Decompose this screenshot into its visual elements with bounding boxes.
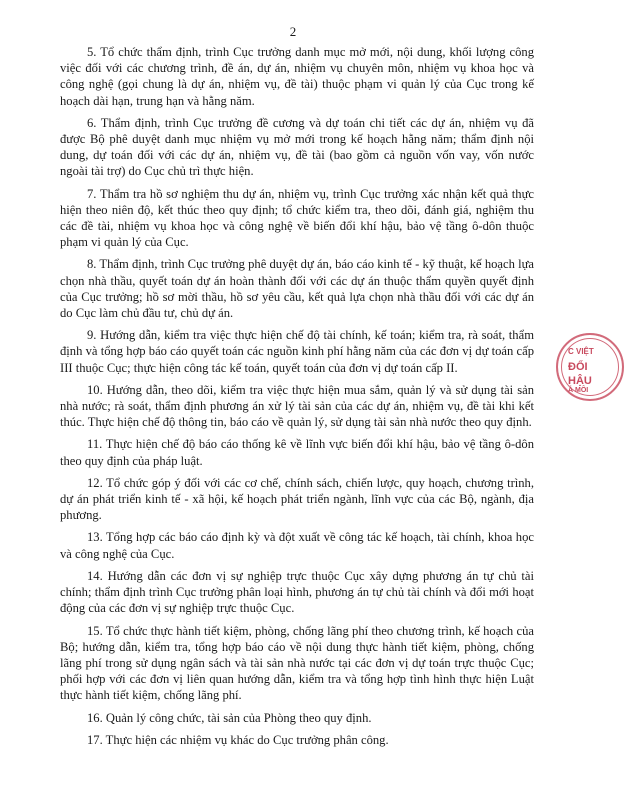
paragraph-14: 14. Hướng dẫn các đơn vị sự nghiệp trực thuộc Cục xây dựng phương án tự chủ tài chính; thẩm định trình Cục trưởng phân loại hình, phương án tự chủ tài chính và đổi mới hoạt động của các đơn vị sự nghiệp trực thuộc Cục. — [60, 568, 534, 616]
paragraph-11: 11. Thực hiện chế độ báo cáo thống kê về lĩnh vực biến đổi khí hậu, bảo vệ tầng ô-dôn theo quy định của pháp luật. — [60, 437, 534, 468]
seal-text-3: HẬU — [568, 375, 592, 387]
page-number: 2 — [289, 24, 297, 39]
paragraph-6: 6. Thẩm định, trình Cục trưởng đề cương và dự toán chi tiết các dự án, nhiệm vụ đã được Bộ phê duyệt danh mục nhiệm vụ mở mới trong kế hoạch hằng năm; thẩm định nội dung, dự toán đối với các dự án, nhiệm vụ, đề tài (bao gồm cả nguồn vốn vay, vốn nước ngoài tài trợ) do Cục chủ trì thực hiện. — [60, 115, 534, 179]
seal-text-4: Ả MÔI — [568, 387, 589, 394]
paragraph-7: 7. Thẩm tra hồ sơ nghiệm thu dự án, nhiệm vụ, trình Cục trưởng xác nhận kết quả thực hiện theo niên độ, kết thúc theo quy định; tổ chức kiểm tra, theo dõi, đánh giá, nghiệm thu các đề tài, nhiệm vụ khoa học và công nghệ về biến đổi khí hậu, bảo vệ tầng ô-dôn thuộc phạm vi quản lý của Cục. — [60, 186, 534, 250]
paragraph-15: 15. Tổ chức thực hành tiết kiệm, phòng, chống lãng phí theo chương trình, kế hoạch của Bộ; hướng dẫn, kiểm tra, tổng hợp báo cáo về nội dung thực hành tiết kiệm, phòng, chống lãng phí trong sử dụng ngân sách và tài sản nhà nước tại các đơn vị dự toán trực thuộc Cục; phối hợp với các đơn vị liên quan hướng dẫn, kiểm tra và tổng hợp tình hình thực hiện Luật thực hành tiết kiệm, chống lãng phí. — [60, 623, 534, 703]
paragraph-9: 9. Hướng dẫn, kiểm tra việc thực hiện chế độ tài chính, kế toán; kiểm tra, rà soát, thẩm định và tổng hợp báo cáo quyết toán các nguồn kinh phí hằng năm của các đơn vị dự toán cấp III thuộc Cục; thực hiện công tác kế toán, quyết toán của đơn vị dự toán cấp II. — [60, 328, 534, 375]
seal-text-1: C VIỆT — [568, 347, 594, 356]
official-seal — [556, 333, 624, 401]
paragraph-12: 12. Tổ chức góp ý đối với các cơ chế, chính sách, chiến lược, quy hoạch, chương trình, dự án phát triển kinh tế - xã hội, kế hoạch phát triển ngành, lĩnh vực của các Bộ, ngành, địa phương. — [60, 475, 534, 523]
paragraph-16: 16. Quản lý công chức, tài sản của Phòng theo quy định. — [87, 710, 372, 725]
seal-text-2: ĐỔI — [568, 361, 588, 373]
paragraph-8: 8. Thẩm định, trình Cục trưởng phê duyệt dự án, báo cáo kinh tế - kỹ thuật, kế hoạch lựa chọn nhà thầu, quyết toán dự án hoàn thành đối với các dự án thuộc thẩm quyền quyết định của Cục trưởng; hồ sơ mời thầu, hồ sơ yêu cầu, kết quả lựa chọn nhà thầu đối với các dự án do Cục làm chủ đầu tư, chủ dự án. — [60, 257, 534, 321]
paragraph-10: 10. Hướng dẫn, theo dõi, kiểm tra việc thực hiện mua sắm, quản lý và sử dụng tài sản nhà nước; rà soát, thẩm định phương án xử lý tài sản của các dự án, nhiệm vụ, đề tài khi kết thúc. Thực hiện chế độ thông tin, báo cáo về quản lý, sử dụng tài sản nhà nước theo quy định. — [60, 382, 534, 430]
document-body — [60, 44, 534, 754]
paragraph-13: 13. Tổng hợp các báo cáo định kỳ và đột xuất về công tác kế hoạch, tài chính, khoa học và công nghệ của Cục. — [60, 530, 534, 561]
paragraph-5: 5. Tổ chức thẩm định, trình Cục trưởng danh mục mở mới, nội dung, khối lượng công việc đối với các chương trình, đề án, dự án, nhiệm vụ chuyên môn, nhiệm vụ khoa học và công nghệ (gọi chung là dự án, nhiệm vụ, đề tài) thuộc phạm vi quản lý của Cục trong kế hoạch dài hạn, trung hạn và hằng năm. — [60, 45, 534, 108]
paragraph-17: 17. Thực hiện các nhiệm vụ khác do Cục trưởng phân công. — [87, 732, 389, 747]
